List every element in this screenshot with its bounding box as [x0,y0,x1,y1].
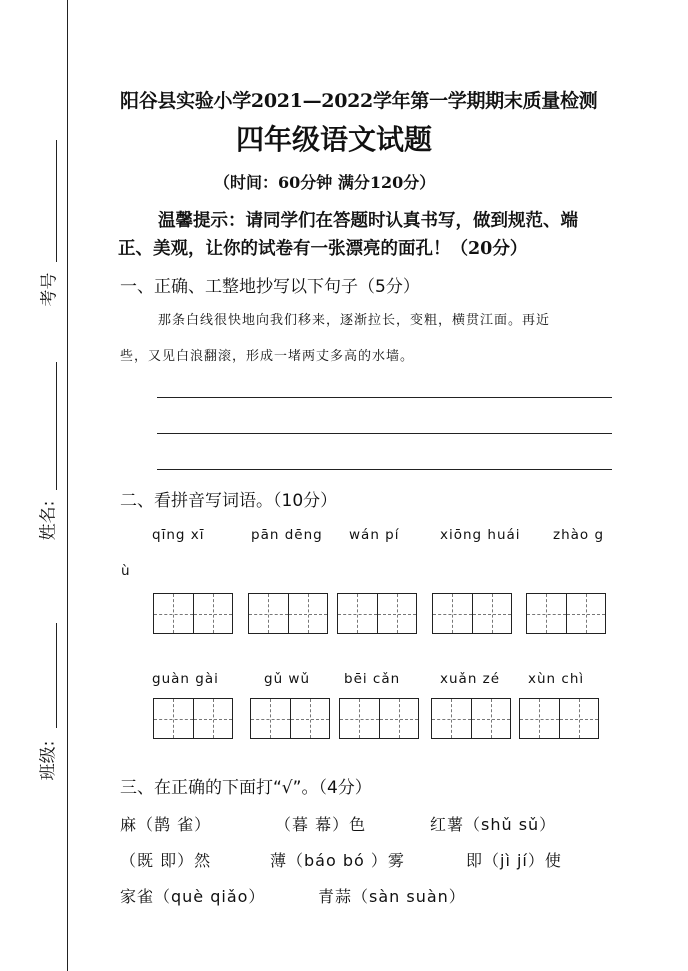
pinyin-7: gǔ wǔ [264,671,311,687]
choice-item-6[interactable]: 即（jì jí）使 [466,851,562,870]
name-line [56,362,57,490]
question-2-title: 二、看拼音写词语。（10分） [120,491,338,511]
question-3-title: 三、在正确的下面打“√”。（4分） [120,778,372,798]
writing-grid-7[interactable] [250,698,330,739]
writing-grid-3[interactable] [337,593,417,634]
choice-item-3[interactable]: 红薯（shǔ sǔ） [430,815,557,834]
page-title: 四年级语文试题 [236,123,433,156]
writing-grid-4[interactable] [432,593,512,634]
pinyin-8: bēi cǎn [344,671,401,687]
writing-grid-8[interactable] [339,698,419,739]
pinyin-3: wán pí [349,527,400,543]
pinyin-6: guàn gài [152,671,219,687]
pinyin-1: qīng xī [152,527,205,543]
writing-line-1[interactable] [157,397,612,398]
pinyin-2: pān dēng [251,527,323,543]
choice-item-2[interactable]: （暮 幕）色 [275,815,367,834]
question-1-title: 一、正确、工整地抄写以下句子（5分） [120,277,420,297]
writing-grid-10[interactable] [519,698,599,739]
pinyin-4: xiōng huái [440,527,521,543]
writing-grid-9[interactable] [431,698,511,739]
pinyin-9: xuǎn zé [440,671,501,687]
writing-line-2[interactable] [157,433,612,434]
name-label: 姓名: [38,500,59,541]
binding-margin-line [67,0,68,971]
exam-number-line [56,140,57,262]
tip-line-2: 正、美观，让你的试卷有一张漂亮的面孔！（20分） [118,239,528,259]
writing-grid-6[interactable] [153,698,233,739]
time-score-info: （时间：60分钟 满分120分） [214,173,436,192]
pinyin-5-wrap: ù [121,563,131,579]
pinyin-10: xùn chì [528,671,585,687]
passage-line-2: 些，又见白浪翻滚，形成一堵两丈多高的水墙。 [120,349,415,364]
writing-grid-1[interactable] [153,593,233,634]
school-heading: 阳谷县实验小学2021—2022学年第一学期期末质量检测 [120,90,598,112]
choice-item-5[interactable]: 薄（báo bó ）雾 [270,851,405,870]
pinyin-5: zhào g [553,527,605,543]
writing-grid-2[interactable] [248,593,328,634]
writing-grid-5[interactable] [526,593,606,634]
exam-number-label: 考号 [39,272,60,307]
tip-line-1: 温馨提示：请同学们在答题时认真书写，做到规范、端 [158,211,578,231]
class-line [56,623,57,728]
writing-line-3[interactable] [157,469,612,470]
class-label: 班级: [38,740,59,781]
choice-item-7[interactable]: 家雀（què qiǎo） [120,887,266,906]
passage-line-1: 那条白线很快地向我们移来，逐渐拉长，变粗，横贯江面。再近 [158,313,551,328]
choice-item-1[interactable]: 麻（鹊 雀） [120,815,212,834]
choice-item-4[interactable]: （既 即）然 [120,851,212,870]
choice-item-8[interactable]: 青蒜（sàn suàn） [318,887,466,906]
